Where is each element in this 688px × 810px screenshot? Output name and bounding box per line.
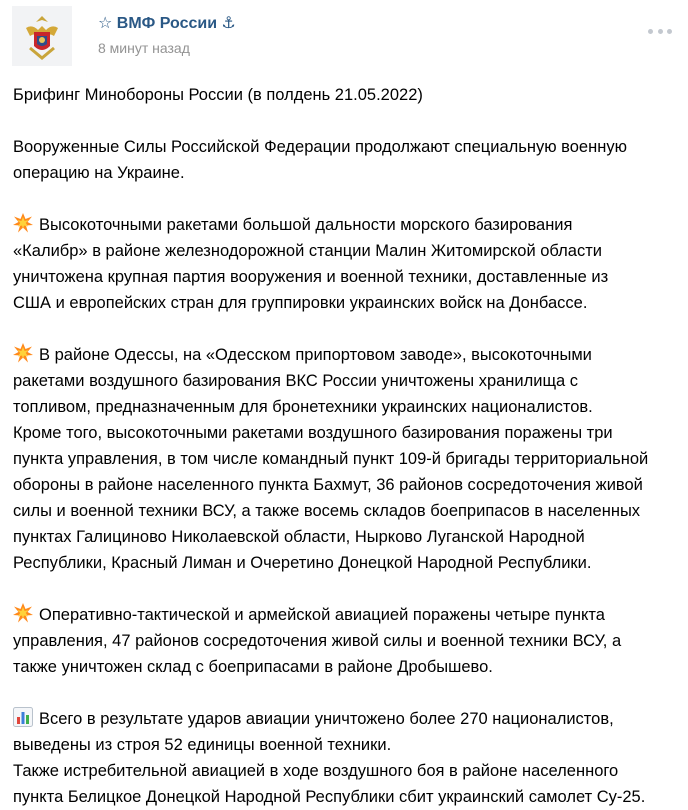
post-text-line-content: силы и военной техники ВСУ, а также восемь складов боеприпасов в населенных	[13, 502, 641, 520]
post-header	[12, 6, 676, 66]
post-text-line	[13, 160, 681, 186]
post-text-line	[13, 342, 681, 368]
post-text-line-content: выведены из строя 52 единицы военной техники.	[13, 736, 392, 754]
post-text-line-content: Высокоточными ракетами большой дальности морского базирования	[39, 216, 573, 234]
collision-emoji-icon	[13, 343, 33, 363]
post-text-line-content: Оперативно-тактической и армейской авиацией поражены четыре пункта	[39, 606, 605, 624]
post-text-line	[13, 134, 681, 160]
post-text-line-content: Республики, Красный Лиман и Очеретино Донецкой Народной Республики.	[13, 554, 592, 572]
post-text-line-content: США и европейских стран для группировки украинских войск на Донбассе.	[13, 294, 588, 312]
post-text-line-content: Кроме того, высокоточными ракетами воздушного базирования поражены три	[13, 424, 613, 442]
more-dots-icon[interactable]	[648, 26, 672, 36]
paragraph-gap	[13, 680, 681, 706]
post-text-line	[13, 550, 681, 576]
post-text-line-content: Вооруженные Силы Российской Федерации продолжают специальную военную	[13, 138, 627, 156]
post-text-line	[13, 732, 681, 758]
navy-emblem-icon	[12, 6, 72, 66]
collision-emoji-icon	[13, 213, 33, 233]
post-text-line	[13, 784, 681, 810]
post-text-line	[13, 706, 681, 732]
post-text-line-content: также уничтожен склад с боеприпасами в районе Дробышево.	[13, 658, 493, 676]
post-text-line	[13, 394, 681, 420]
post-text-line	[13, 264, 681, 290]
post-text-line-content: «Калибр» в районе железнодорожной станции Малин Житомирской области	[13, 242, 602, 260]
post-text-line	[13, 368, 681, 394]
post-text	[13, 82, 681, 810]
bar-chart-emoji-icon	[13, 707, 33, 727]
post-text-line	[13, 238, 681, 264]
post-text-line-content: Всего в результате ударов авиации уничтожено более 270 националистов,	[39, 710, 614, 728]
post-text-line	[13, 628, 681, 654]
paragraph-gap	[13, 316, 681, 342]
post-text-line-content: пунктах Галициново Николаевской области, Нырково Луганской Народной	[13, 528, 585, 546]
post-text-line-content: ракетами воздушного базирования ВКС России уничтожены хранилища с	[13, 372, 579, 390]
post-text-line	[13, 498, 681, 524]
post-text-line-content: Брифинг Минобороны России (в полдень 21.05.2022)	[13, 86, 423, 104]
post-text-line-content: топливом, предназначенным для бронетехники украинских националистов.	[13, 398, 593, 416]
post-text-line	[13, 602, 681, 628]
paragraph-gap	[13, 108, 681, 134]
collision-emoji-icon	[13, 603, 33, 623]
post-text-line-content: уничтожена крупная партия вооружения и военной техники, доставленные из	[13, 268, 609, 286]
post-text-line	[13, 290, 681, 316]
post-text-line-content: операцию на Украине.	[13, 164, 185, 182]
post-text-line-content: пункта Белицкое Донецкой Народной Республики сбит украинский самолет Су-25.	[13, 788, 646, 806]
post-text-line	[13, 472, 681, 498]
post-text-line	[13, 524, 681, 550]
post-text-line-content: пункта управления, в том числе командный пункт 109-й бригады территориальной	[13, 450, 649, 468]
post-text-line-content: обороны в районе населенного пункта Бахмут, 36 районов сосредоточения живой	[13, 476, 643, 494]
post-text-line-content: В районе Одессы, на «Одесском припортовом заводе», высокоточными	[39, 346, 592, 364]
post-text-line-content: управления, 47 районов сосредоточения живой силы и военной техники ВСУ, а	[13, 632, 622, 650]
community-avatar[interactable]	[12, 6, 72, 66]
post-text-line	[13, 212, 681, 238]
paragraph-gap	[13, 186, 681, 212]
author-name-link[interactable]: ☆ ВМФ России ⚓	[98, 15, 236, 32]
post-time-link[interactable]: 8 минут назад	[98, 40, 190, 56]
post-text-line	[13, 446, 681, 472]
paragraph-gap	[13, 576, 681, 602]
post-text-line	[13, 758, 681, 784]
post-text-line	[13, 420, 681, 446]
post-text-line	[13, 82, 681, 108]
post-text-line-content: Также истребительной авиацией в ходе воздушного боя в районе населенного	[13, 762, 619, 780]
post-text-line	[13, 654, 681, 680]
